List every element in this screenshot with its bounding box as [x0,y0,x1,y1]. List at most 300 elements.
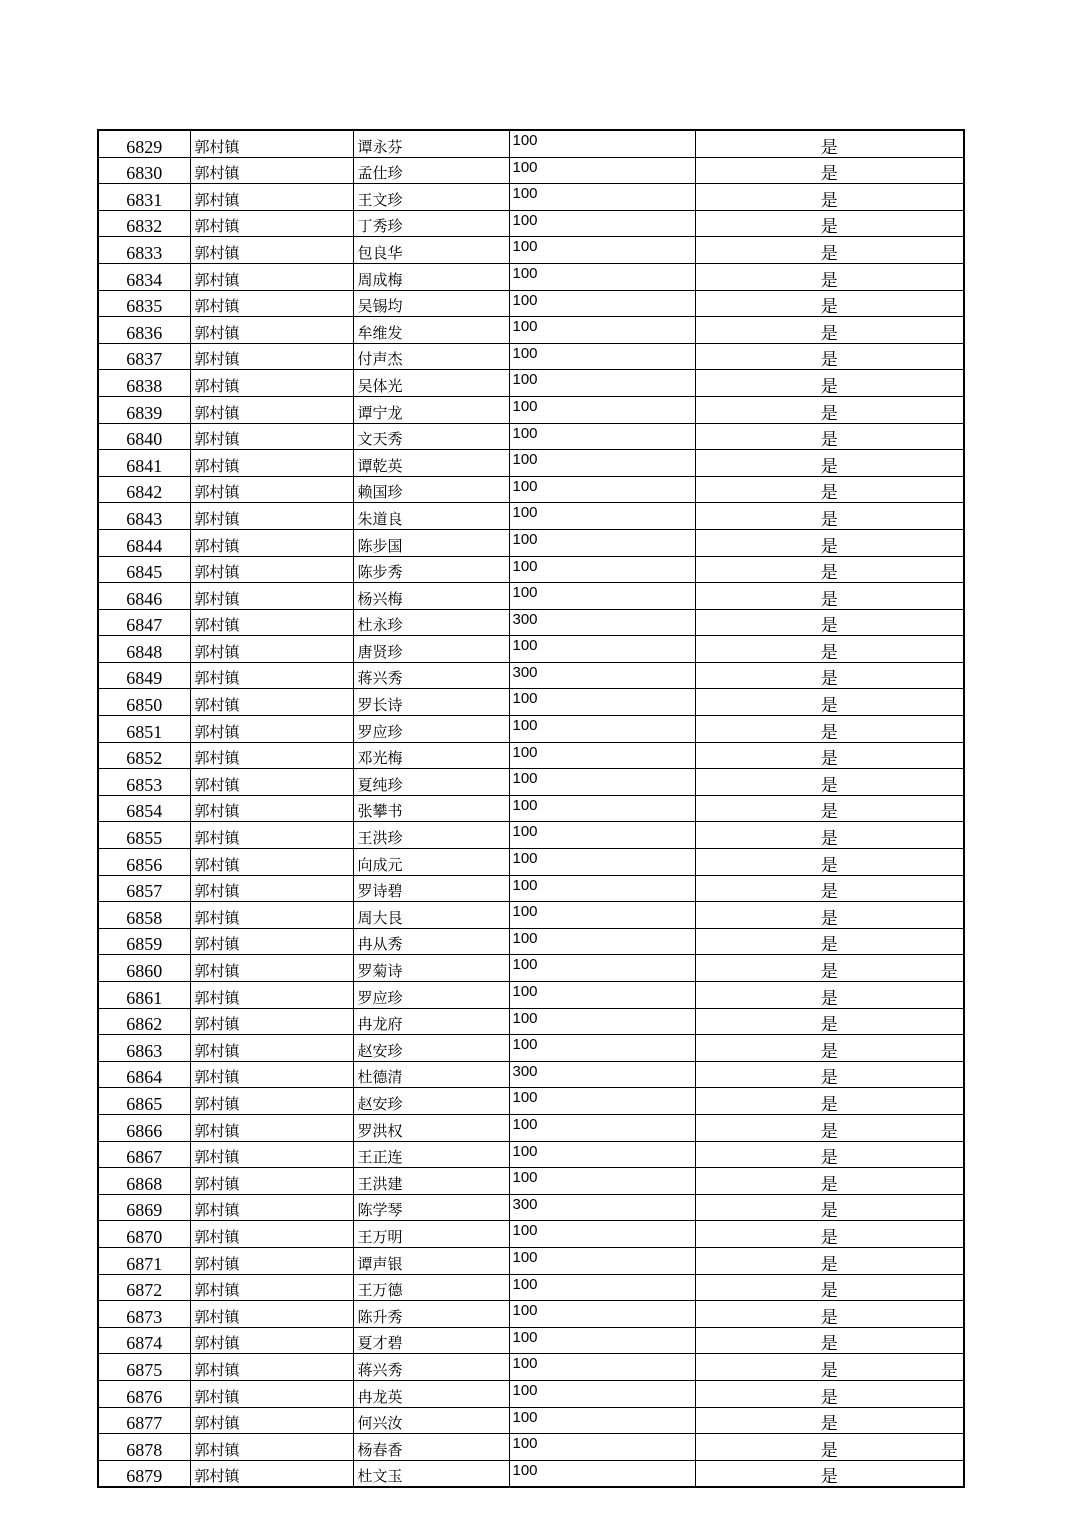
record-number-cell: 6870 [98,1221,190,1248]
town-cell: 郭村镇 [190,1380,353,1407]
person-name-cell: 王文珍 [353,184,509,211]
table-row [98,955,964,982]
town-cell: 郭村镇 [190,583,353,610]
amount-cell: 100 [509,1434,695,1461]
table-row [98,636,964,663]
table-row [98,609,964,636]
person-name-cell: 周成梅 [353,263,509,290]
flag-cell: 是 [695,423,964,450]
record-number-cell: 6863 [98,1035,190,1062]
table-row [98,184,964,211]
table-row [98,1141,964,1168]
amount-cell: 300 [509,609,695,636]
flag-cell: 是 [695,210,964,237]
table-row [98,1274,964,1301]
person-name-cell: 何兴汝 [353,1407,509,1434]
record-number-cell: 6841 [98,450,190,477]
town-cell: 郭村镇 [190,1008,353,1035]
record-number-cell: 6862 [98,1008,190,1035]
flag-cell: 是 [695,503,964,530]
amount-cell: 100 [509,716,695,743]
town-cell: 郭村镇 [190,1035,353,1062]
town-cell: 郭村镇 [190,450,353,477]
record-number-cell: 6878 [98,1434,190,1461]
town-cell: 郭村镇 [190,769,353,796]
table-row [98,1247,964,1274]
person-name-cell: 向成元 [353,849,509,876]
record-number-cell: 6879 [98,1460,190,1487]
town-cell: 郭村镇 [190,822,353,849]
flag-cell: 是 [695,902,964,929]
amount-cell: 300 [509,662,695,689]
table-row [98,370,964,397]
table-row [98,1301,964,1328]
record-number-cell: 6848 [98,636,190,663]
record-number-cell: 6871 [98,1247,190,1274]
flag-cell: 是 [695,1460,964,1487]
record-number-cell: 6854 [98,795,190,822]
flag-cell: 是 [695,769,964,796]
flag-cell: 是 [695,1061,964,1088]
flag-cell: 是 [695,742,964,769]
amount-cell: 100 [509,769,695,796]
table-row [98,875,964,902]
table-row [98,982,964,1009]
table-row [98,450,964,477]
person-name-cell: 包良华 [353,237,509,264]
amount-cell: 100 [509,689,695,716]
table-row [98,1088,964,1115]
record-number-cell: 6833 [98,237,190,264]
amount-cell: 100 [509,556,695,583]
person-name-cell: 罗洪权 [353,1114,509,1141]
amount-cell: 300 [509,1194,695,1221]
amount-cell: 100 [509,583,695,610]
data-table [97,129,965,1488]
amount-cell: 100 [509,263,695,290]
person-name-cell: 谭宁龙 [353,396,509,423]
record-number-cell: 6861 [98,982,190,1009]
record-number-cell: 6843 [98,503,190,530]
person-name-cell: 罗诗碧 [353,875,509,902]
person-name-cell: 赖国珍 [353,476,509,503]
amount-cell: 100 [509,290,695,317]
table-row [98,1434,964,1461]
record-number-cell: 6832 [98,210,190,237]
town-cell: 郭村镇 [190,636,353,663]
person-name-cell: 孟仕珍 [353,157,509,184]
flag-cell: 是 [695,184,964,211]
flag-cell: 是 [695,875,964,902]
flag-cell: 是 [695,157,964,184]
amount-cell: 100 [509,955,695,982]
town-cell: 郭村镇 [190,689,353,716]
person-name-cell: 邓光梅 [353,742,509,769]
flag-cell: 是 [695,396,964,423]
person-name-cell: 夏纯珍 [353,769,509,796]
flag-cell: 是 [695,1327,964,1354]
record-number-cell: 6856 [98,849,190,876]
town-cell: 郭村镇 [190,1301,353,1328]
amount-cell: 100 [509,1114,695,1141]
flag-cell: 是 [695,822,964,849]
amount-cell: 100 [509,1460,695,1487]
person-name-cell: 冉龙府 [353,1008,509,1035]
amount-cell: 100 [509,1301,695,1328]
person-name-cell: 赵安珍 [353,1035,509,1062]
amount-cell: 100 [509,1168,695,1195]
person-name-cell: 蒋兴秀 [353,662,509,689]
table-row [98,1460,964,1487]
amount-cell: 100 [509,237,695,264]
amount-cell: 100 [509,1141,695,1168]
amount-cell: 100 [509,1088,695,1115]
table-row [98,742,964,769]
flag-cell: 是 [695,583,964,610]
town-cell: 郭村镇 [190,875,353,902]
table-row [98,795,964,822]
table-row [98,343,964,370]
table-row [98,1327,964,1354]
town-cell: 郭村镇 [190,955,353,982]
record-number-cell: 6834 [98,263,190,290]
person-name-cell: 杨春香 [353,1434,509,1461]
amount-cell: 100 [509,210,695,237]
amount-cell: 100 [509,157,695,184]
person-name-cell: 陈步秀 [353,556,509,583]
table-row [98,396,964,423]
record-number-cell: 6872 [98,1274,190,1301]
table-row [98,1380,964,1407]
amount-cell: 100 [509,1380,695,1407]
person-name-cell: 罗菊诗 [353,955,509,982]
person-name-cell: 王洪建 [353,1168,509,1195]
amount-cell: 100 [509,1035,695,1062]
person-name-cell: 杜文玉 [353,1460,509,1487]
amount-cell: 100 [509,875,695,902]
person-name-cell: 谭乾英 [353,450,509,477]
person-name-cell: 王正连 [353,1141,509,1168]
town-cell: 郭村镇 [190,1141,353,1168]
table-row [98,1008,964,1035]
town-cell: 郭村镇 [190,503,353,530]
town-cell: 郭村镇 [190,795,353,822]
town-cell: 郭村镇 [190,130,353,157]
amount-cell: 100 [509,795,695,822]
flag-cell: 是 [695,1301,964,1328]
flag-cell: 是 [695,716,964,743]
table-row [98,1407,964,1434]
flag-cell: 是 [695,1354,964,1381]
amount-cell: 100 [509,529,695,556]
record-number-cell: 6835 [98,290,190,317]
amount-cell: 100 [509,184,695,211]
town-cell: 郭村镇 [190,742,353,769]
amount-cell: 100 [509,849,695,876]
amount-cell: 100 [509,370,695,397]
record-number-cell: 6874 [98,1327,190,1354]
flag-cell: 是 [695,689,964,716]
table-row [98,237,964,264]
person-name-cell: 罗应珍 [353,716,509,743]
record-number-cell: 6877 [98,1407,190,1434]
person-name-cell: 牟维发 [353,317,509,344]
flag-cell: 是 [695,1407,964,1434]
town-cell: 郭村镇 [190,423,353,450]
town-cell: 郭村镇 [190,1434,353,1461]
flag-cell: 是 [695,317,964,344]
town-cell: 郭村镇 [190,1407,353,1434]
person-name-cell: 杨兴梅 [353,583,509,610]
town-cell: 郭村镇 [190,982,353,1009]
town-cell: 郭村镇 [190,928,353,955]
record-number-cell: 6876 [98,1380,190,1407]
flag-cell: 是 [695,130,964,157]
record-number-cell: 6852 [98,742,190,769]
amount-cell: 100 [509,317,695,344]
record-number-cell: 6839 [98,396,190,423]
amount-cell: 100 [509,1008,695,1035]
flag-cell: 是 [695,237,964,264]
record-number-cell: 6868 [98,1168,190,1195]
flag-cell: 是 [695,556,964,583]
town-cell: 郭村镇 [190,1327,353,1354]
record-number-cell: 6857 [98,875,190,902]
town-cell: 郭村镇 [190,1114,353,1141]
record-number-cell: 6831 [98,184,190,211]
person-name-cell: 付声杰 [353,343,509,370]
person-name-cell: 夏才碧 [353,1327,509,1354]
record-number-cell: 6846 [98,583,190,610]
table-row [98,849,964,876]
person-name-cell: 王洪珍 [353,822,509,849]
person-name-cell: 唐贤珍 [353,636,509,663]
person-name-cell: 陈学琴 [353,1194,509,1221]
table-row [98,662,964,689]
record-number-cell: 6844 [98,529,190,556]
town-cell: 郭村镇 [190,1088,353,1115]
person-name-cell: 陈升秀 [353,1301,509,1328]
town-cell: 郭村镇 [190,157,353,184]
table-row [98,689,964,716]
record-number-cell: 6837 [98,343,190,370]
amount-cell: 100 [509,450,695,477]
record-number-cell: 6850 [98,689,190,716]
table-row [98,902,964,929]
table-row [98,1168,964,1195]
person-name-cell: 罗应珍 [353,982,509,1009]
record-number-cell: 6866 [98,1114,190,1141]
amount-cell: 100 [509,982,695,1009]
flag-cell: 是 [695,662,964,689]
flag-cell: 是 [695,476,964,503]
flag-cell: 是 [695,1035,964,1062]
amount-cell: 100 [509,503,695,530]
record-number-cell: 6855 [98,822,190,849]
person-name-cell: 冉龙英 [353,1380,509,1407]
town-cell: 郭村镇 [190,263,353,290]
amount-cell: 100 [509,928,695,955]
town-cell: 郭村镇 [190,662,353,689]
amount-cell: 100 [509,1274,695,1301]
flag-cell: 是 [695,343,964,370]
town-cell: 郭村镇 [190,849,353,876]
flag-cell: 是 [695,529,964,556]
flag-cell: 是 [695,1194,964,1221]
table-row [98,1035,964,1062]
flag-cell: 是 [695,290,964,317]
amount-cell: 100 [509,396,695,423]
amount-cell: 100 [509,1247,695,1274]
flag-cell: 是 [695,1247,964,1274]
town-cell: 郭村镇 [190,1194,353,1221]
amount-cell: 100 [509,1407,695,1434]
person-name-cell: 陈步国 [353,529,509,556]
flag-cell: 是 [695,955,964,982]
town-cell: 郭村镇 [190,609,353,636]
person-name-cell: 赵安珍 [353,1088,509,1115]
record-number-cell: 6864 [98,1061,190,1088]
town-cell: 郭村镇 [190,1274,353,1301]
person-name-cell: 王万明 [353,1221,509,1248]
town-cell: 郭村镇 [190,210,353,237]
person-name-cell: 周大艮 [353,902,509,929]
record-number-cell: 6838 [98,370,190,397]
table-row [98,1061,964,1088]
town-cell: 郭村镇 [190,1221,353,1248]
town-cell: 郭村镇 [190,1460,353,1487]
flag-cell: 是 [695,263,964,290]
flag-cell: 是 [695,1114,964,1141]
person-name-cell: 吴体光 [353,370,509,397]
flag-cell: 是 [695,1008,964,1035]
amount-cell: 100 [509,1354,695,1381]
record-number-cell: 6873 [98,1301,190,1328]
town-cell: 郭村镇 [190,1247,353,1274]
table-row [98,716,964,743]
person-name-cell: 朱道良 [353,503,509,530]
flag-cell: 是 [695,1380,964,1407]
flag-cell: 是 [695,1168,964,1195]
flag-cell: 是 [695,370,964,397]
record-number-cell: 6849 [98,662,190,689]
person-name-cell: 文天秀 [353,423,509,450]
record-number-cell: 6840 [98,423,190,450]
person-name-cell: 谭永芬 [353,130,509,157]
flag-cell: 是 [695,609,964,636]
table-body [98,130,964,1487]
record-number-cell: 6847 [98,609,190,636]
person-name-cell: 杜永珍 [353,609,509,636]
amount-cell: 100 [509,1221,695,1248]
table-row [98,290,964,317]
flag-cell: 是 [695,1141,964,1168]
person-name-cell: 丁秀珍 [353,210,509,237]
record-number-cell: 6829 [98,130,190,157]
table-row [98,157,964,184]
record-number-cell: 6875 [98,1354,190,1381]
person-name-cell: 罗长诗 [353,689,509,716]
table-row [98,503,964,530]
person-name-cell: 蒋兴秀 [353,1354,509,1381]
amount-cell: 100 [509,902,695,929]
person-name-cell: 冉从秀 [353,928,509,955]
town-cell: 郭村镇 [190,1354,353,1381]
table-row [98,1114,964,1141]
table-row [98,476,964,503]
flag-cell: 是 [695,1434,964,1461]
town-cell: 郭村镇 [190,184,353,211]
table-row [98,769,964,796]
table-row [98,583,964,610]
table-row [98,263,964,290]
amount-cell: 100 [509,423,695,450]
table-row [98,556,964,583]
flag-cell: 是 [695,982,964,1009]
amount-cell: 100 [509,822,695,849]
record-number-cell: 6869 [98,1194,190,1221]
record-number-cell: 6851 [98,716,190,743]
record-number-cell: 6836 [98,317,190,344]
table-row [98,423,964,450]
town-cell: 郭村镇 [190,290,353,317]
town-cell: 郭村镇 [190,396,353,423]
table-row [98,210,964,237]
record-number-cell: 6860 [98,955,190,982]
town-cell: 郭村镇 [190,237,353,264]
town-cell: 郭村镇 [190,716,353,743]
table-row [98,130,964,157]
amount-cell: 100 [509,343,695,370]
table-row [98,317,964,344]
flag-cell: 是 [695,795,964,822]
amount-cell: 100 [509,636,695,663]
town-cell: 郭村镇 [190,529,353,556]
amount-cell: 300 [509,1061,695,1088]
table-row [98,1354,964,1381]
flag-cell: 是 [695,928,964,955]
flag-cell: 是 [695,636,964,663]
town-cell: 郭村镇 [190,1168,353,1195]
flag-cell: 是 [695,1088,964,1115]
town-cell: 郭村镇 [190,317,353,344]
flag-cell: 是 [695,450,964,477]
flag-cell: 是 [695,849,964,876]
town-cell: 郭村镇 [190,370,353,397]
record-number-cell: 6865 [98,1088,190,1115]
table-row [98,822,964,849]
town-cell: 郭村镇 [190,343,353,370]
flag-cell: 是 [695,1274,964,1301]
town-cell: 郭村镇 [190,1061,353,1088]
amount-cell: 100 [509,476,695,503]
amount-cell: 100 [509,742,695,769]
record-number-cell: 6858 [98,902,190,929]
person-name-cell: 吴锡均 [353,290,509,317]
amount-cell: 100 [509,1327,695,1354]
table-row [98,1221,964,1248]
town-cell: 郭村镇 [190,556,353,583]
person-name-cell: 张攀书 [353,795,509,822]
table-row [98,1194,964,1221]
record-number-cell: 6867 [98,1141,190,1168]
record-number-cell: 6853 [98,769,190,796]
amount-cell: 100 [509,130,695,157]
record-number-cell: 6859 [98,928,190,955]
table-row [98,928,964,955]
flag-cell: 是 [695,1221,964,1248]
table-row [98,529,964,556]
